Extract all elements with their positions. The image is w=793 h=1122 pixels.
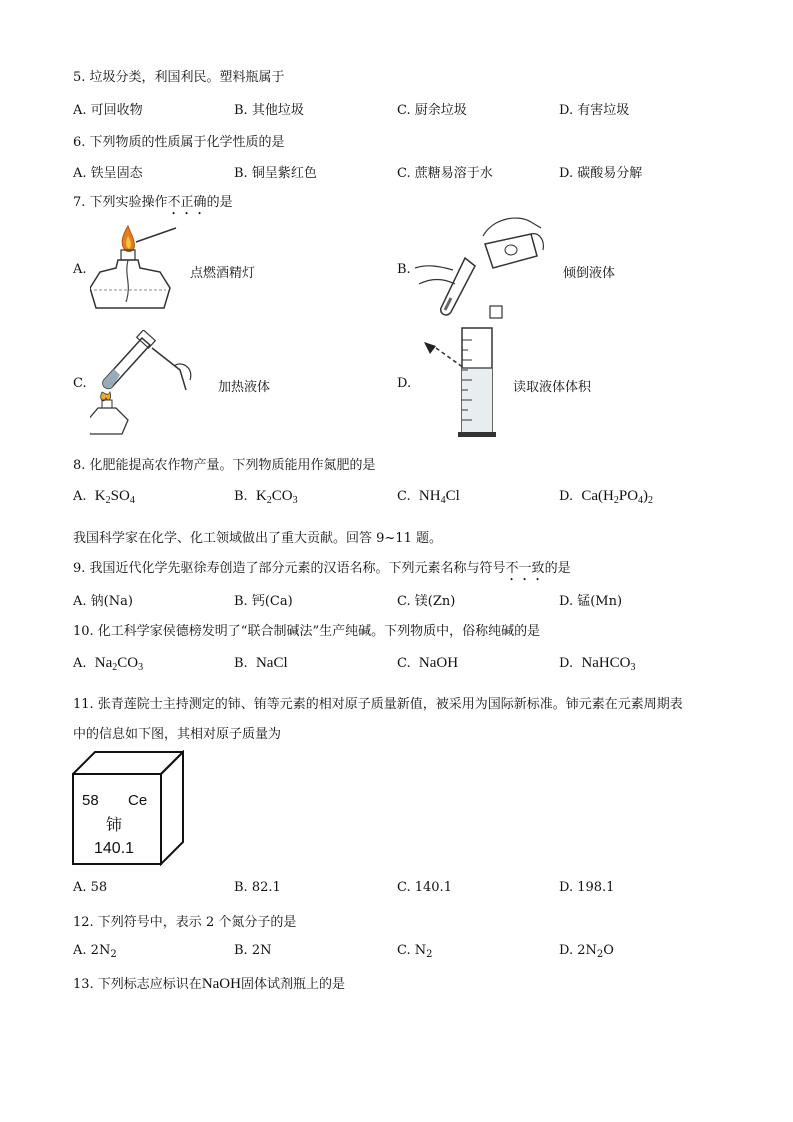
q7-letter-a: A. (73, 262, 87, 277)
element-atomic-mass: 140.1 (94, 840, 135, 857)
q9-option-b: B. 钙(Ca) (234, 594, 293, 609)
q10-option-d: D. NaHCO$_3$ (559, 655, 636, 673)
formula-k2so4: $K_2SO_4$ (94, 488, 135, 506)
q12-option-c: C. $N_2$ (397, 943, 433, 960)
q5-option-c: C. 厨余垃圾 (397, 103, 467, 118)
q8-option-b: B. $K_2CO_3$ (234, 488, 298, 506)
q8-option-d: D. $Ca(H_2PO_4)_2$ (559, 488, 654, 506)
formula-nahco3: NaHCO$_3$ (581, 655, 636, 673)
q8-option-c: C. $NH_4Cl$ (397, 488, 460, 506)
q9-stem: 9. 我国近代化学先驱徐寿创造了部分元素的汉语名称。下列元素名称与符号不一致的是 (73, 561, 571, 576)
q6-option-a: A. 铁呈固态 (73, 166, 143, 181)
formula-n2: $N_2$ (414, 943, 433, 960)
element-atomic-number: 58 (82, 792, 99, 809)
q5-option-a: A. 可回收物 (73, 103, 143, 118)
q7-caption-d: 读取液体体积 (513, 380, 592, 395)
element-name: 铈 (106, 815, 123, 834)
q13-stem: 13. 下列标志应标识在NaOH固体试剂瓶上的是 (73, 976, 345, 992)
group-intro: 我国科学家在化学、化工领域做出了重大贡献。回答 9~11 题。 (73, 531, 442, 546)
q5-stem: 5. 垃圾分类，利国利民。塑料瓶属于 (73, 70, 285, 85)
q9-option-d: D. 锰(Mn) (559, 594, 623, 609)
q11-option-a: A. 58 (73, 880, 108, 895)
q7-letter-b: B. (397, 262, 411, 277)
q12-option-d: D. $2N_2O$ (559, 943, 614, 960)
alcohol-lamp-lighting-illustration (90, 218, 180, 318)
q7-letter-c: C. (73, 376, 87, 391)
q12-stem: 12. 下列符号中，表示 2 个氮分子的是 (73, 915, 297, 930)
q10-option-a: A. $Na_2CO_3$ (73, 655, 144, 673)
q7-caption-c: 加热液体 (218, 380, 271, 395)
formula-2n: 2N (251, 943, 272, 958)
q9-option-c: C. 镁(Zn) (397, 594, 456, 609)
q7-letter-d: D. (397, 376, 412, 391)
q11-option-b: B. 82.1 (234, 880, 281, 895)
q10-stem: 10. 化工科学家侯德榜发明了“联合制碱法”生产纯碱。下列物质中，俗称纯碱的是 (73, 624, 541, 639)
element-cell-cerium (72, 750, 184, 866)
q7-caption-b: 倾倒液体 (563, 266, 616, 281)
q11-option-c: C. 140.1 (397, 880, 452, 895)
q7-caption-a: 点燃酒精灯 (190, 266, 256, 281)
formula-2n2o: $2N_2O$ (577, 943, 614, 960)
formula-k2co3: $K_2CO_3$ (255, 488, 298, 506)
q12-option-b: B. 2N (234, 943, 272, 958)
heating-liquid-illustration (90, 330, 205, 438)
q11-stem-line1: 11. 张青莲院士主持测定的铈、铕等元素的相对原子质量新值，被采用为国际新标准。铈元素在元素周期表 (73, 697, 683, 712)
formula-ca-h2po4-2: $Ca(H_2PO_4)_2$ (581, 488, 654, 506)
q5-option-d: D. 有害垃圾 (559, 103, 630, 118)
q12-option-a: A. $2N_2$ (73, 943, 117, 960)
q9-option-a: A. 钠(Na) (73, 594, 133, 609)
formula-nacl: NaCl (255, 655, 288, 671)
q11-stem-line2: 中的信息如下图，其相对原子质量为 (73, 727, 282, 742)
formula-nh4cl: $NH_4Cl$ (418, 488, 460, 506)
q8-option-a: A. $K_2SO_4$ (73, 488, 135, 506)
q6-option-b: B. 铜呈紫红色 (234, 166, 317, 181)
q6-option-c: C. 蔗糖易溶于水 (397, 166, 493, 181)
formula-na2co3: $Na_2CO_3$ (94, 655, 144, 673)
q6-stem: 6. 下列物质的性质属于化学性质的是 (73, 135, 285, 150)
element-symbol: Ce (128, 792, 148, 809)
q6-option-d: D. 碳酸易分解 (559, 166, 643, 181)
q11-option-d: D. 198.1 (559, 880, 615, 895)
q10-option-b: B. NaCl (234, 655, 288, 671)
q10-option-c: C. NaOH (397, 655, 459, 671)
graduated-cylinder-reading-illustration (418, 300, 508, 440)
formula-naoh: NaOH (418, 655, 459, 671)
formula-2n2: $2N_2$ (90, 943, 117, 960)
q8-stem: 8. 化肥能提高农作物产量。下列物质能用作氮肥的是 (73, 458, 376, 473)
q5-option-b: B. 其他垃圾 (234, 103, 304, 118)
q7-stem: 7. 下列实验操作不正确的是 (73, 195, 233, 210)
